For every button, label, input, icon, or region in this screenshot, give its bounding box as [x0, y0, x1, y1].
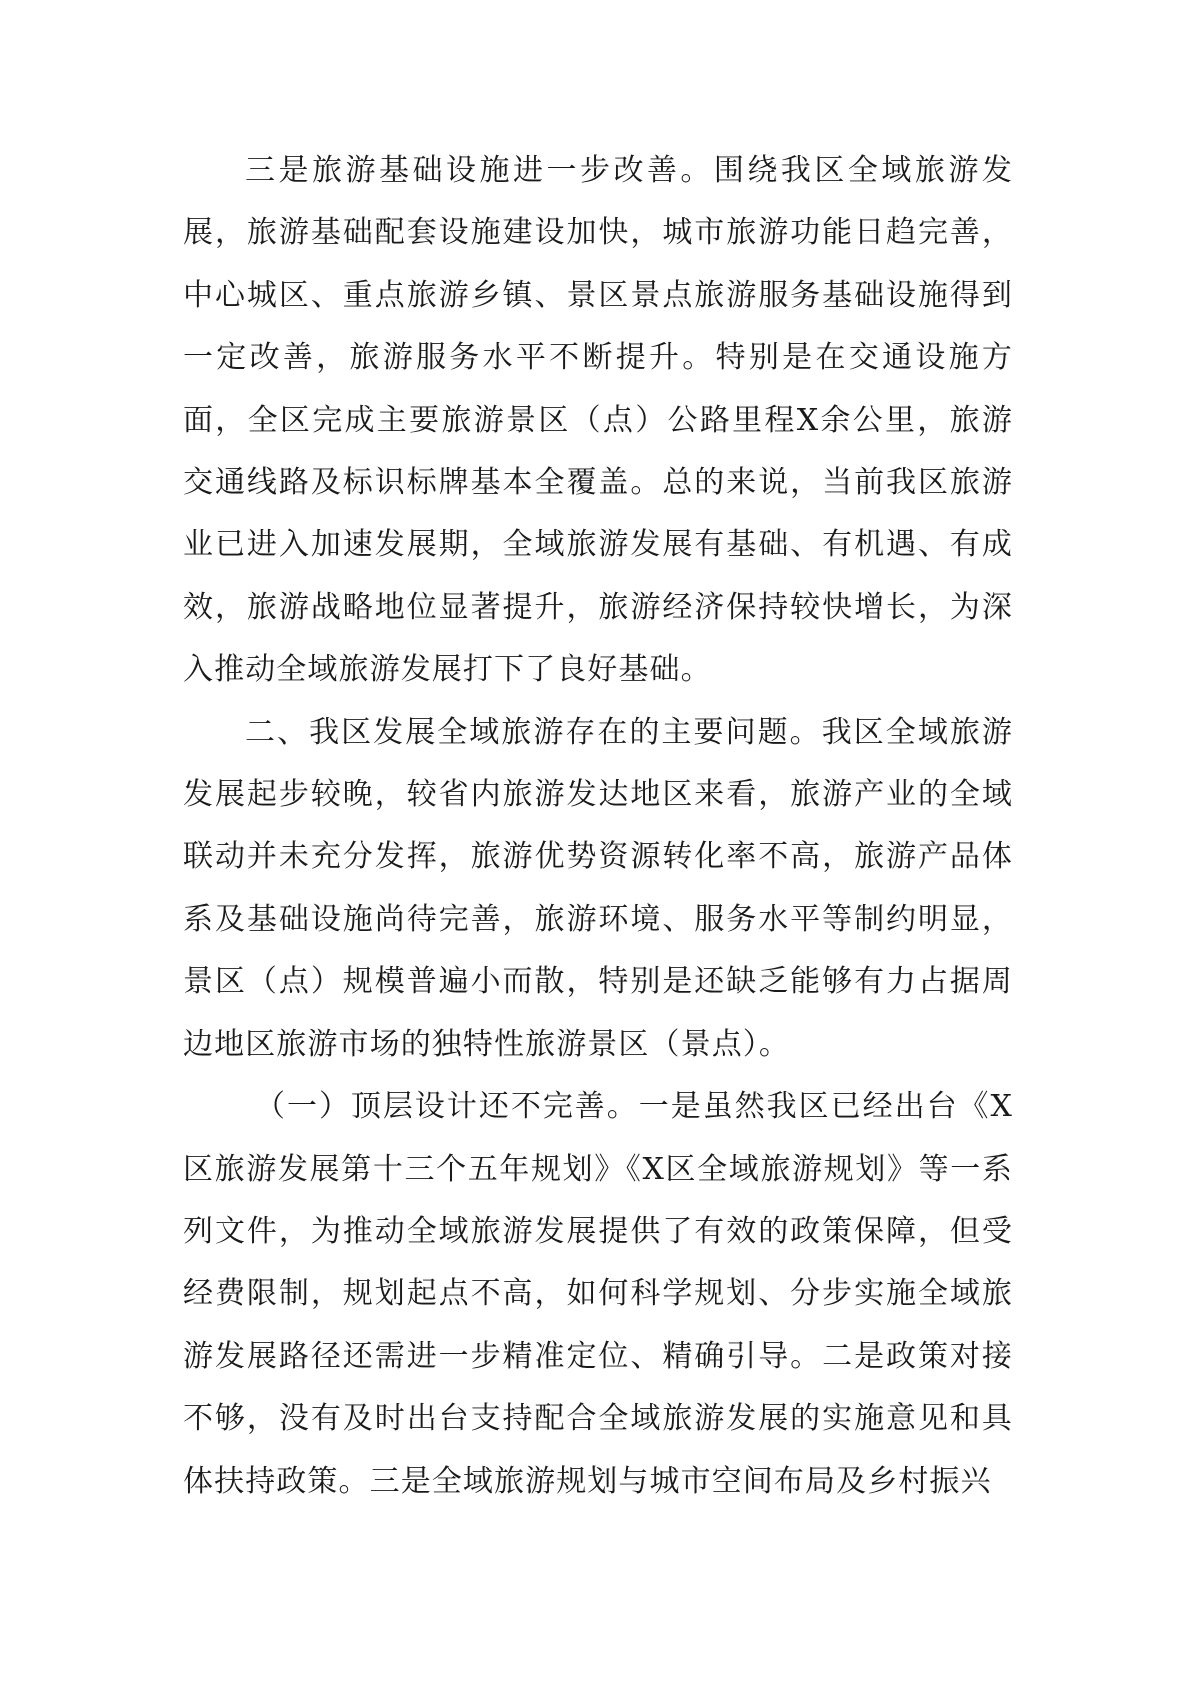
paragraph-infrastructure: 三是旅游基础设施进一步改善。围绕我区全域旅游发展，旅游基础配套设施建设加快，城市旅游功能日趋完善，中心城区、重点旅游乡镇、景区景点旅游服务基础设施得到一定改善，旅游服务水平不断提升。特别是在交通设施方面，全区完成主要旅游景区（点）公路里程X余公里，旅游交通线路及标识标牌基本全覆盖。总的来说，当前我区旅游业已进入加速发展期，全域旅游发展有基础、有机遇、有成效，旅游战略地位显著提升，旅游经济保持较快增长，为深入推动全域旅游发展打下了良好基础。	[183, 153, 1013, 688]
paragraph-main-problems: 二、我区发展全域旅游存在的主要问题。我区全域旅游发展起步较晚，较省内旅游发达地区来看，旅游产业的全域联动并未充分发挥，旅游优势资源转化率不高，旅游产品体系及基础设施尚待完善，旅游环境、服务水平等制约明显，景区（点）规模普遍小而散，特别是还缺乏能够有力占据周边地区旅游市场的独特性旅游景区（景点）。	[183, 714, 1013, 1062]
paragraph-top-level-design: （一）顶层设计还不完善。一是虽然我区已经出台《X区旅游发展第十三个五年规划》《X区全域旅游规划》等一系列文件，为推动全域旅游发展提供了有效的政策保障，但受经费限制，规划起点不高，如何科学规划、分步实施全域旅游发展路径还需进一步精准定位、精确引导。二是政策对接不够，没有及时出台支持配合全域旅游发展的实施意见和具体扶持政策。三是全域旅游规划与城市空间布局及乡村振兴	[183, 1089, 1013, 1499]
document-body	[183, 140, 1013, 1513]
